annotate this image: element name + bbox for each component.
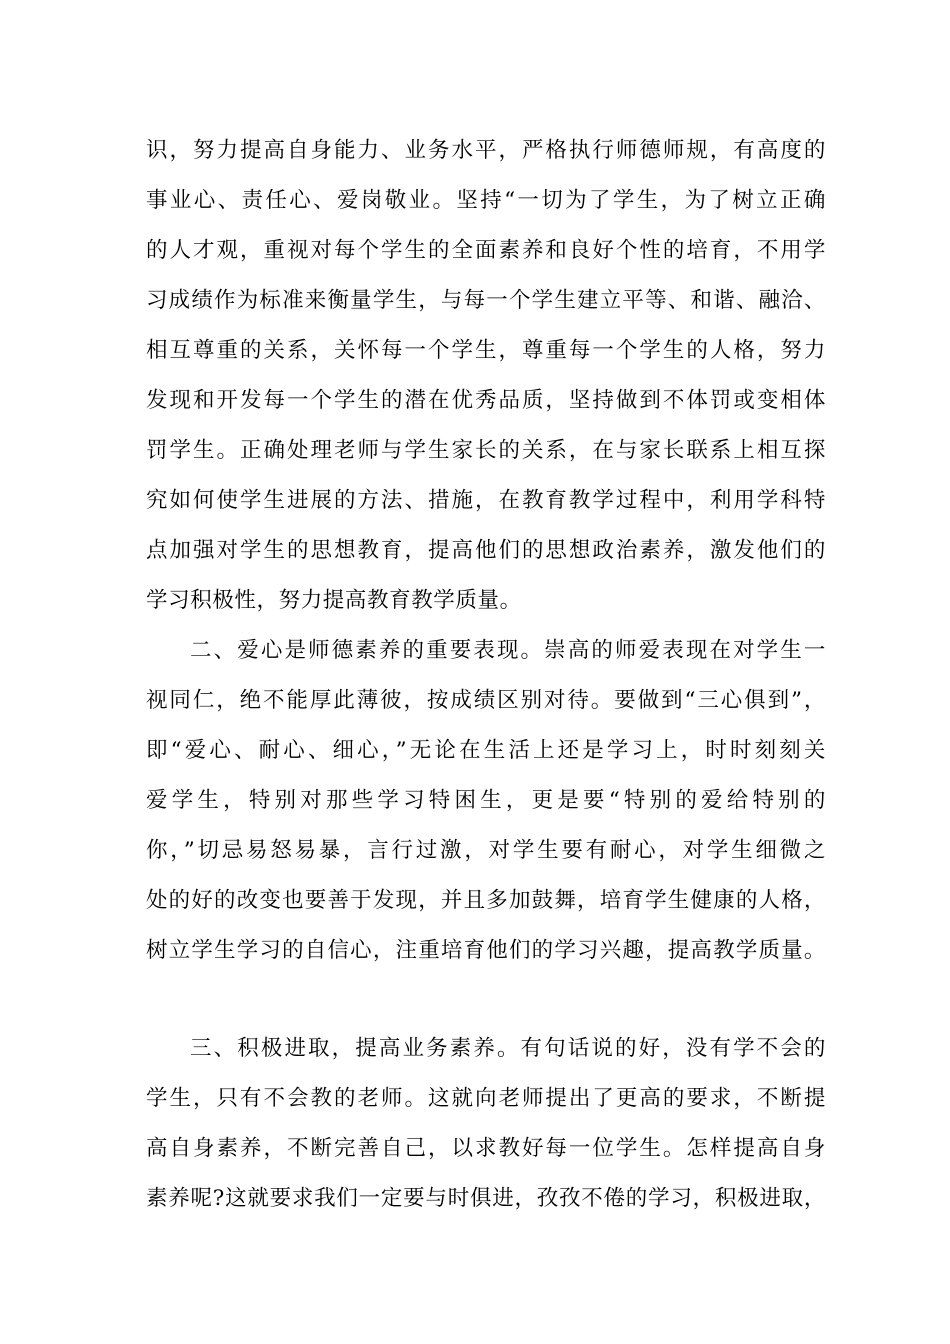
- paragraph-2-line-4: 爱学生，特别对那些学习特困生，更是要“特别的爱给特别的: [146, 788, 826, 813]
- paragraph-3-line-1: 三、积极进取，提高业务素养。有句话说的好，没有学不会的: [190, 1036, 826, 1061]
- paragraph-1-line-3: 的人才观，重视对每个学生的全面素养和良好个性的培育，不用学: [146, 238, 826, 263]
- paragraph-3-line-2: 学生，只有不会教的老师。这就向老师提出了更高的要求，不断提: [146, 1086, 826, 1111]
- paragraph-1-line-8: 究如何使学生进展的方法、措施，在教育教学过程中，利用学科特: [146, 488, 826, 513]
- paragraph-1-line-1: 识，努力提高自身能力、业务水平，严格执行师德师规，有高度的: [146, 138, 826, 163]
- paragraph-2-line-7: 树立学生学习的自信心，注重培育他们的学习兴趣，提高教学质量。: [146, 938, 826, 963]
- paragraph-1-line-5: 相互尊重的关系，关怀每一个学生，尊重每一个学生的人格，努力: [146, 338, 826, 363]
- paragraph-2-line-5: 你，”切忌易怒易暴，言行过激，对学生要有耐心，对学生细微之: [146, 838, 826, 863]
- paragraph-2-line-3: 即“爱心、耐心、细心，”无论在生活上还是学习上，时时刻刻关: [146, 738, 826, 763]
- paragraph-2-line-6: 处的好的改变也要善于发现，并且多加鼓舞，培育学生健康的人格，: [146, 888, 826, 913]
- paragraph-2-line-2: 视同仁，绝不能厚此薄彼，按成绩区别对待。要做到“三心俱到”，: [146, 688, 826, 713]
- paragraph-3-line-4: 素养呢?这就要求我们一定要与时俱进，孜孜不倦的学习，积极进取，: [146, 1186, 826, 1211]
- paragraph-1-line-10: 学习积极性，努力提高教育教学质量。: [146, 588, 522, 613]
- paragraph-1-line-6: 发现和开发每一个学生的潜在优秀品质，坚持做到不体罚或变相体: [146, 388, 826, 413]
- paragraph-2-line-1: 二、爱心是师德素养的重要表现。崇高的师爱表现在对学生一: [190, 638, 826, 663]
- paragraph-3-line-3: 高自身素养，不断完善自己，以求教好每一位学生。怎样提高自身: [146, 1136, 826, 1161]
- paragraph-1-line-9: 点加强对学生的思想教育，提高他们的思想政治素养，激发他们的: [146, 538, 826, 563]
- paragraph-1-line-7: 罚学生。正确处理老师与学生家长的关系，在与家长联系上相互探: [146, 438, 826, 463]
- paragraph-1-line-2: 事业心、责任心、爱岗敬业。坚持“一切为了学生，为了树立正确: [146, 188, 826, 213]
- paragraph-1-line-4: 习成绩作为标准来衡量学生，与每一个学生建立平等、和谐、融洽、: [146, 288, 826, 313]
